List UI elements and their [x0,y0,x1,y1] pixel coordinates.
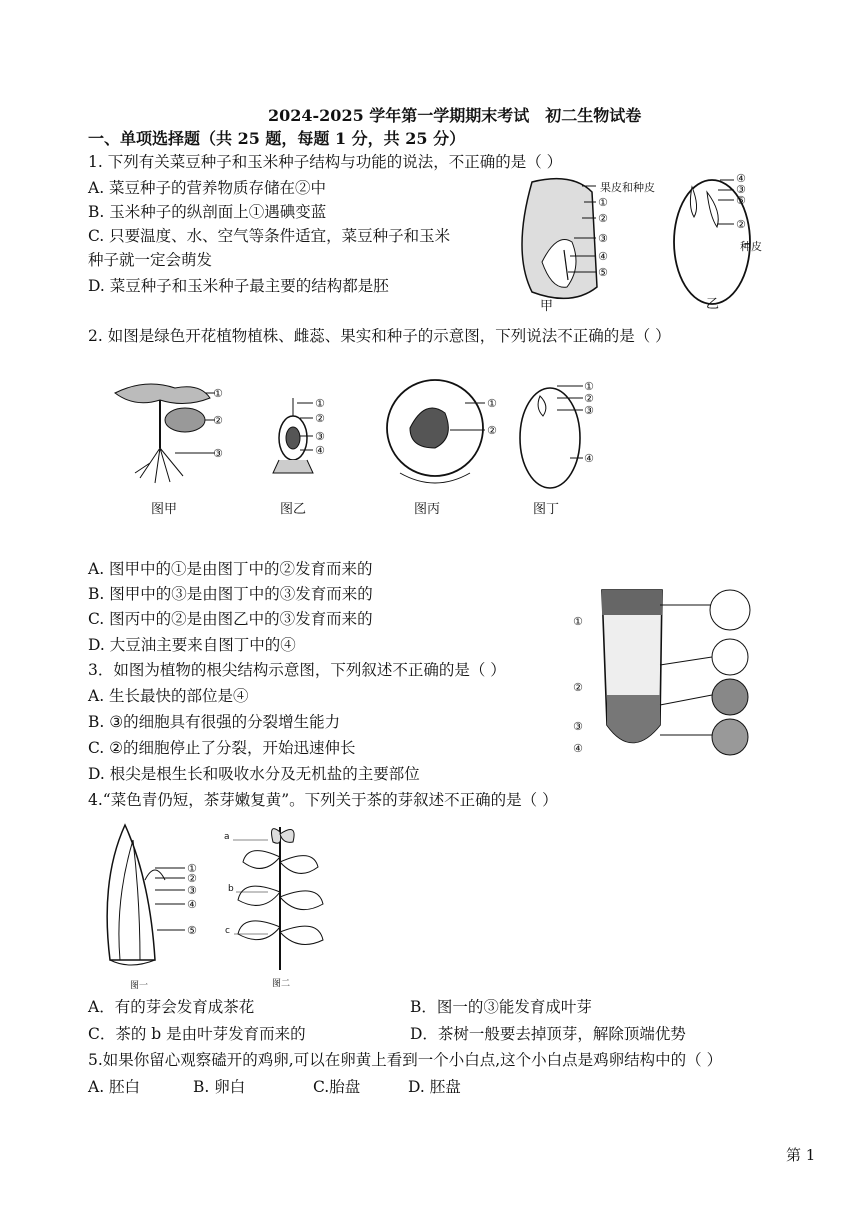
q1-corn-num-2: ② [598,212,608,225]
q1-option-d: D. 菜豆种子和玉米种子最主要的结构都是胚 [88,277,389,295]
q2-ding-num-2: ② [584,392,594,405]
page-number: 第 1 [786,1146,816,1164]
q4-num-1: ① [187,862,197,875]
q3-num-2: ② [573,681,583,694]
q1-corn-num-5: ⑤ [598,266,608,279]
q5-stem: 5.如果你留心观察磕开的鸡卵,可以在卵黄上看到一个小白点,这个小白点是鸡卵结构中的（ ） [88,1051,723,1069]
q1-corn-num-4: ④ [598,250,608,263]
q5-option-b: B. 卵白 [193,1078,246,1096]
exam-title: 2024-2025 学年第一学期期末考试 初二生物试卷 [268,106,642,125]
q3-num-3: ③ [573,720,583,733]
q4-letter-b: b [228,884,234,894]
q4-num-5: ⑤ [187,924,197,937]
section-heading: 一、单项选择题（共 25 题，每题 1 分，共 25 分） [88,129,466,148]
q1-bean-num-2: ② [736,218,746,231]
q3-stem: 3．如图为植物的根尖结构示意图，下列叙述不正确的是（ ） [88,661,506,679]
q2-ding-num-1: ① [584,380,594,393]
q1-option-b: B. 玉米种子的纵剖面上①遇碘变蓝 [88,203,327,221]
q1-bean-num-3: ③ [736,183,746,196]
q2-caption-bing: 图丙 [414,502,441,517]
q4-num-2: ② [187,872,197,885]
q2-caption-jia: 图甲 [151,502,178,517]
q2-bing-num-1: ① [487,397,497,410]
q2-stem: 2. 如图是绿色开花植物植株、雌蕊、果实和种子的示意图，下列说法不正确的是（ ） [88,327,671,345]
q4-tea-branch-figure [228,822,338,972]
q2-option-a: A. 图甲中的①是由图丁中的②发育而来的 [88,560,373,578]
q2-option-c: C. 图丙中的②是由图乙中的③发育而来的 [88,610,373,628]
q2-yi-num-2: ② [315,412,325,425]
q2-yi-num-3: ③ [315,430,325,443]
q4-letter-c: c [225,926,230,936]
q4-num-3: ③ [187,884,197,897]
q4-option-d: D．茶树一般要去掉顶芽，解除顶端优势 [410,1025,686,1043]
q2-caption-yi: 图乙 [280,502,307,517]
q1-corn-num-3: ③ [598,232,608,245]
q3-option-c: C. ②的细胞停止了分裂，开始迅速伸长 [88,739,356,757]
q4-stem: 4.“菜色青仍短，茶芽嫩复黄”。下列关于茶的芽叙述不正确的是（ ） [88,791,558,809]
q3-option-a: A. 生长最快的部位是④ [88,687,249,705]
q1-stem: 1. 下列有关菜豆种子和玉米种子结构与功能的说法，不正确的是（ ） [88,153,563,171]
q5-option-d: D. 胚盘 [408,1078,461,1096]
q3-num-1: ① [573,615,583,628]
q2-yi-num-1: ① [315,397,325,410]
q2-plant-figures [105,378,625,498]
q2-ding-num-4: ④ [584,452,594,465]
q3-root-tip-figure [572,585,772,765]
q1-option-c-line1: C. 只要温度、水、空气等条件适宜，菜豆种子和玉米 [88,227,451,245]
q2-jia-num-2: ② [213,414,223,427]
q1-label-seed-coat: 种皮 [740,240,762,253]
q1-bean-num-4: ④ [736,172,746,185]
q4-option-c: C．茶的 b 是由叶芽发育而来的 [88,1025,306,1043]
q4-caption-fig1: 图一 [130,981,149,991]
q4-option-b: B．图一的③能发育成叶芽 [410,998,592,1016]
q5-option-a: A. 胚白 [88,1078,141,1096]
q1-option-a: A. 菜豆种子的营养物质存储在②中 [88,179,327,197]
q2-caption-ding: 图丁 [533,502,560,517]
q1-corn-num-1: ① [598,196,608,209]
q2-jia-num-1: ① [213,387,223,400]
q4-caption-fig2: 图二 [272,979,291,989]
q5-option-c: C.胎盘 [313,1078,361,1096]
q1-caption-jia: 甲 [540,299,554,314]
q2-option-d: D. 大豆油主要来自图丁中的④ [88,636,296,654]
q4-num-4: ④ [187,898,197,911]
q1-caption-yi: 乙 [706,297,720,312]
q1-label-corn-pericarp: 果皮和种皮 [600,181,655,194]
q3-option-b: B. ③的细胞具有很强的分裂增生能力 [88,713,341,731]
q2-bing-num-2: ② [487,424,497,437]
q2-jia-num-3: ③ [213,447,223,460]
q4-option-a: A．有的芽会发育成茶花 [88,998,255,1016]
q1-bean-num-5: ⑤ [736,194,746,207]
q2-ding-num-3: ③ [584,404,594,417]
q4-letter-a: a [224,832,230,842]
q2-yi-num-4: ④ [315,444,325,457]
q1-option-c-line2: 种子就一定会萌发 [88,251,213,269]
q3-option-d: D. 根尖是根生长和吸收水分及无机盐的主要部位 [88,765,420,783]
q2-option-b: B. 图甲中的③是由图丁中的③发育而来的 [88,585,373,603]
q3-num-4: ④ [573,742,583,755]
